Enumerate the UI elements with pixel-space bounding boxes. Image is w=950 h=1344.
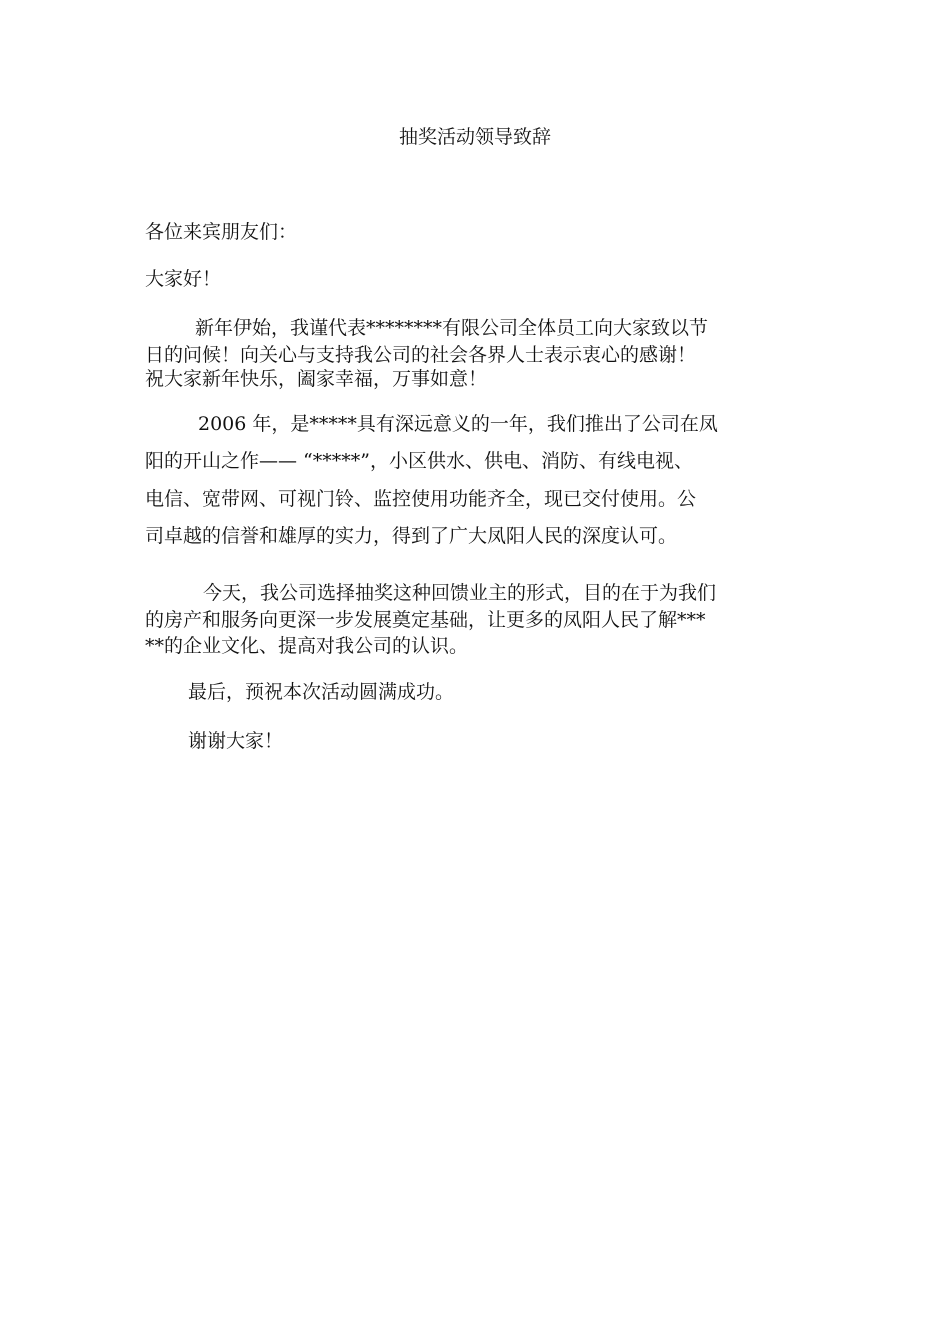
salutation: 各位来宾朋友们：: [145, 221, 298, 243]
paragraph-line: 司卓越的信誉和雄厚的实力，得到了广大凤阳人民的深度认可。: [145, 525, 678, 547]
paragraph-line: 的房产和服务向更深一步发展奠定基础，让更多的凤阳人民了解***: [145, 609, 706, 631]
paragraph-line: **的企业文化、提高对我公司的认识。: [145, 635, 469, 657]
paragraph-line: 祝大家新年快乐，阖家幸福，万事如意！: [145, 368, 488, 390]
paragraph-line: 阳的开山之作—— “*****”，小区供水、供电、消防、有线电视、: [145, 450, 693, 472]
paragraph-line: 新年伊始，我谨代表********有限公司全体员工向大家致以节: [195, 317, 709, 339]
paragraph-line: 电信、宽带网、可视门铃、监控使用功能齐全，现已交付使用。公: [145, 488, 697, 510]
paragraph-line: 2006 年，是*****具有深远意义的一年，我们推出了公司在凤: [198, 413, 718, 435]
closing-thanks: 谢谢大家！: [188, 730, 284, 752]
document-title: 抽奖活动领导致辞: [398, 126, 551, 148]
paragraph-line: 日的问候！向关心与支持我公司的社会各界人士表示衷心的感谢！: [145, 344, 697, 366]
paragraph-line: 今天，我公司选择抽奖这种回馈业主的形式，目的在于为我们: [203, 582, 717, 604]
closing-wish: 最后，预祝本次活动圆满成功。: [188, 681, 455, 703]
greeting: 大家好！: [145, 268, 222, 290]
